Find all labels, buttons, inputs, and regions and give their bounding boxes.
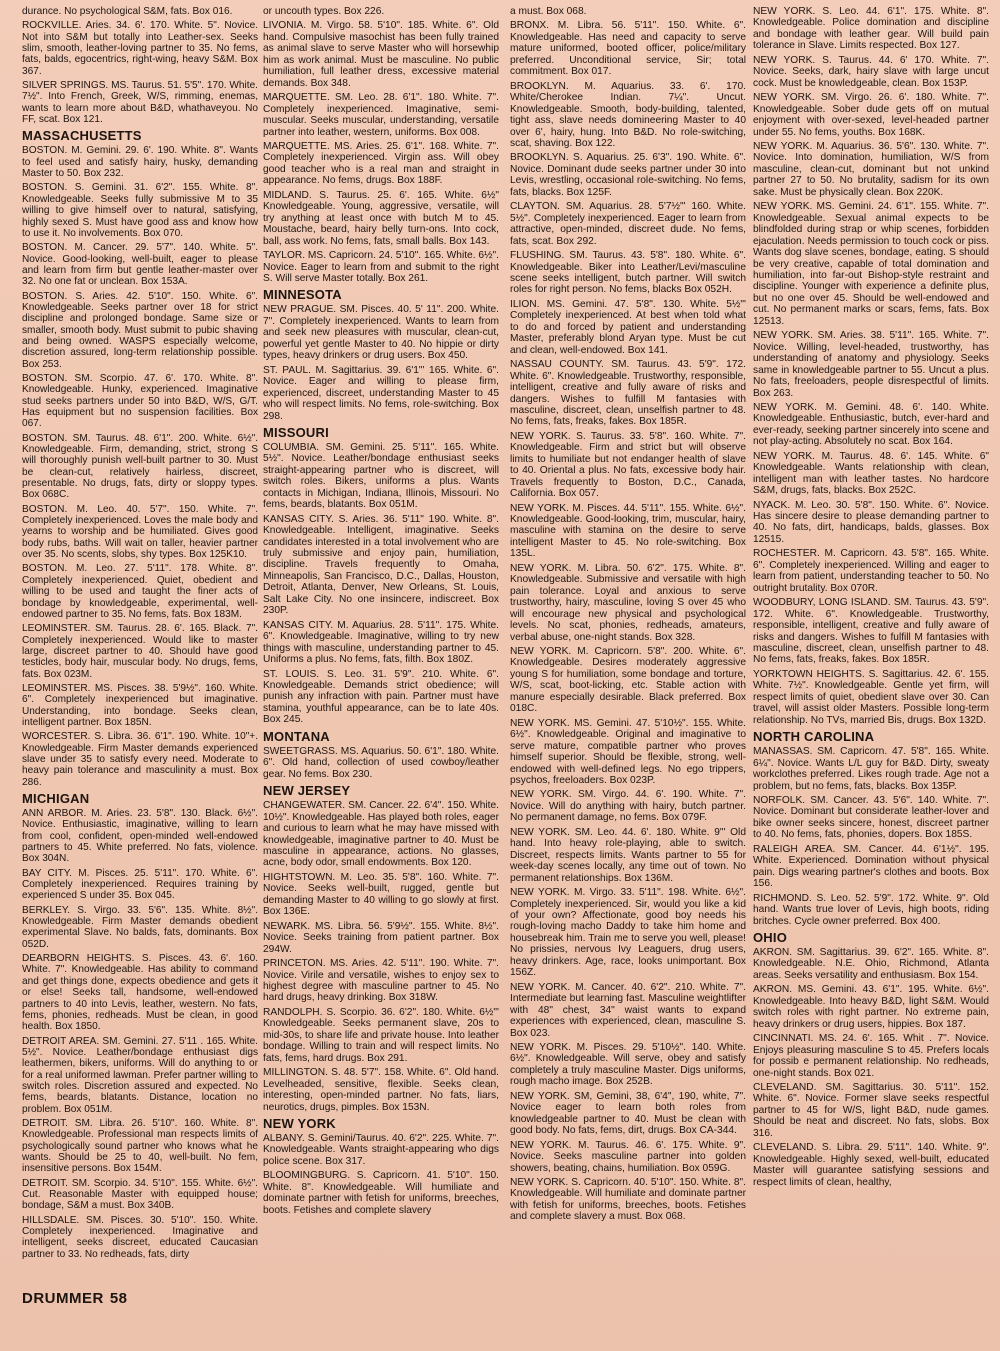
classified-ad: NASSAU COUNTY. SM. Taurus. 43. 5'9". 172. White. 6". Knowledgeable. Trustworthy, responsible, intelligent, creative and fully aware of risks and dangers. Wishes to fulfill M fantasies with masculine, discreet, clean, unselfish partner to 48. No fems, fats, freaks, fakes. Box 185R. <box>510 359 746 428</box>
classified-ad: CLAYTON. SM. Aquarius. 28. 5'7½"' 160. White. 5½". Completely inexperienced. Eager to learn from attractive, open-minded, discreet dude. No fems, fats, scat. Box 292. <box>510 201 746 247</box>
classified-ad: BRONX. M. Libra. 56. 5'11". 150. White. 6". Knowledgeable. Has need and capacity to serve mature uniformed, booted officer, police/military preferred. Unconditional service, Sir; total commitment. Box 017. <box>510 20 746 78</box>
classified-ad: NEW YORK. M. Virgo. 33. 5'11". 198. White. 6½". Completely inexperienced. Sir, would you like a kid of your own? Affectionate, good boy needs his rough-loving macho Daddy to take him home and housebreak him. Train me to serve you well, please! No prissies, nervous Ivy Leaguers, drug users, heavy drinkers. Age, race, looks unimportant. Box 156Z. <box>510 887 746 979</box>
classified-ad: WORCESTER. S. Libra. 36. 6'1". 190. White. 10"+. Knowledgeable. Firm Master demands experienced slave under 35 to satisfy every need. Moderate to heavy pain tolerance and masculinity a must. Box 286. <box>22 731 258 788</box>
classified-ad: NEW YORK. M. Taurus. 48. 6'. 145. White. 6" Knowledgeable. Wants relationship with clean, intelligent man with leather tastes. No hardcore S&M, drugs, fats, blacks. Box 252C. <box>753 450 989 497</box>
classified-ad: BERKLEY. S. Virgo. 33. 5'6". 135. White. 8½". Knowledgeable. Firm Master demands obedient experimental Slave. No balds, fats, dominants. Box 052D. <box>22 904 258 950</box>
classified-ad: NEW YORK. S. Taurus. 44. 6' 170. White. 7". Novice. Seeks, dark, hairy slave with large uncut cock. Must be knowledgeable, clean. Box 153P. <box>753 54 989 89</box>
classified-ad: NEW YORK. S. Taurus. 33. 5'8". 160. White. 7". Knowledgeable. Firm and strict but will observe limits to humiliate but not endanger health of slave to 40. Oriental a plus. No fats, excessive body hair. Travels frequently to Boston, D.C., Canada, California. Box 057. <box>510 430 746 500</box>
classified-ad: NEW YORK. SM. Aries. 38. 5'11". 165. White. 7". Novice. Willing, level-headed, trustworthy, has understanding of anatomy and physiology. Seeks same in knowledgeable partner to 55. Uncut a plus. No fats, freeloaders, people disrespectful of limits. Box 263. <box>753 330 989 399</box>
page-footer <box>22 1290 128 1307</box>
classified-ad: SILVER SPRINGS. MS. Taurus. 51. 5'5". 170. White. 7½". Into French, Greek, W/S, rimming, enemas, wants to learn more about B&D, whathaveyou. No FF, scat. Box 121. <box>22 80 258 126</box>
classified-ad: NEW YORK. SM. Leo. 44. 6'. 180. White. 9"' Old hand. Into heavy role-playing, able to switch. Discreet, respects limits. Wants partner to 55 for week-day scenes locally, any time out of town. No permanent relationships. Box 136M. <box>510 826 746 884</box>
classified-ad: NEW YORK. M. Taurus. 46. 6'. 175. White. 9". Novice. Seeks masculine partner into golden showers, beating, chains, humiliation. Box 059G. <box>510 1139 746 1174</box>
state-heading: NEW YORK <box>263 1115 336 1131</box>
classified-ad: BOSTON. M. Cancer. 29. 5'7". 140. White. 5". Novice. Good-looking, well-built, eager to please and learn from firm but gentle leather-master over 32. No one fat or unclean. Box 153A. <box>22 242 258 288</box>
classified-ad: KANSAS CITY. S. Aries. 36. 5'11" 190. White. 8". Knowledgeable. Intelligent, imaginative. Seeks candidates interested in a total involvement who are truly submissive and enjoy pain, humiliation, discipline. Travels frequently to Omaha, Minneapolis, San Francisco, D.C., Dallas, Houston, Detroit, Atlanta, Denver, New Orleans, St. Louis, Salt Lake City. No one insincere, indiscreet. Box 230P. <box>263 513 499 617</box>
state-heading: MICHIGAN <box>22 791 90 806</box>
classified-ad: NEW YORK. M. Aquarius. 36. 5'6". 130. White. 7". Novice. Into domination, humiliation, W/S from masculine, clean-cut, dominant but not unkind partner 27 to 50. No brutality, sadism for its own sake. Must be physically clean. Box 220K. <box>753 140 989 198</box>
classified-ad: NEW YORK. S. Leo. 44. 6'1". 175. White. 8". Knowledgeable. Police domination and discipline and bondage with leather gear. Will build pain tolerance in Slave. Limits respected. Box 127. <box>753 6 989 52</box>
classified-ad: NORFOLK. SM. Cancer. 43. 5'6". 140. White. 7". Novice. Dominant but considerate leather-lover and bike owner seeks sincere, honest, discreet partner to 40. No fems, fats, phonies, dopers. Box 185S. <box>753 795 989 841</box>
column-1 <box>22 6 258 1284</box>
state-heading: MINNESOTA <box>263 287 342 303</box>
column-3 <box>510 6 746 1314</box>
classified-ad: FLUSHING. SM. Taurus. 43. 5'8". 180. White. 6". Knowledgeable. Biker into Leather/Levi/masculine scene seeks intelligent, butch partner. Will switch roles for right person. No fems, blacks Box 052H. <box>510 250 746 296</box>
classified-ad: AKRON. MS. Gemini. 43. 6'1". 195. White. 6½". Knowledgeable. Into heavy B&D, light S&M. Would switch roles with right partner. No extreme pain, heavy drinkers or drug users, hippies. Box 187. <box>753 984 989 1030</box>
classified-ad: BROOKLYN. M. Aquarius. 33. 6'. 170. White/Cherokee Indian. 7¼". Uncut. Knowledgeable. Smooth, body-building, talented, tight ass, slave needs domineering Master to 40 over 6', hairy, hung. Into B&D. No role-switching, scat, shaving. Box 122. <box>510 80 746 149</box>
classified-ad: RANDOLPH. S. Scorpio. 36. 6'2". 180. White. 6½"' Knowledgeable. Seeks permanent slave, 20s to mid-30s, to share life and private house. Into leather bondage. Willing to train and will respect limits. No fats, fems, hard drugs. Box 291. <box>263 1006 499 1064</box>
column-2 <box>263 6 499 1314</box>
classified-ad: NEW YORK. SM. Virgo. 26. 6'. 180. White. 7". Knowledgeable. Sober dude gets off on mutual enjoyment with over-sexed, level-headed partner under 55. No fems, youths. Box 168K. <box>753 92 989 138</box>
classified-ad: BOSTON. S. Aries. 42. 5'10". 150. White. 6". Knowledgeable. Seeks partner over 18 for strict discipline and prolonged bondage. Same size or smaller, smooth body. Must submit to pubic shaving and being owned. WASPS especially welcome, discretion assured, long-term relationship possible. Box 253. <box>22 290 258 370</box>
classified-ad: NEW YORK. M. Libra. 50. 6'2". 175. White. 8". Knowledgeable. Submissive and versatile with high pain tolerance. Loyal and anxious to serve trustworthy, hairy, masculine, loving S over 45 who will encourage new physical and psychological levels. No scat, phonies, redheads, amateurs, verbal abuse, one-night stands. Box 328. <box>510 562 746 643</box>
classified-ad: PRINCETON. MS. Aries. 42. 5'11". 190. White. 7". Novice. Virile and versatile, wishes to enjoy sex to highest degree with masculine partner to 45. No hard drugs, heavy drinking. Box 318W. <box>263 958 499 1004</box>
classified-ad: BOSTON. S. Gemini. 31. 6'2". 155. White. 8". Knowledgeable. Seeks fully submissive M to 35 willing to give himself over to natural, satisfying, highly sexed S. Must have good ass and know how to use it. No involvements. Box 070. <box>22 182 258 239</box>
classified-ad: MANASSAS. SM. Capricorn. 47. 5'8". 165. White. 6¼". Novice. Wants L/L guy for B&D. Dirty, sweaty workclothes preferred. Likes rough trade. Age not a problem, but no fems, fats, blacks. Box 135P. <box>753 746 989 792</box>
magazine-name: DRUMMER <box>22 1290 104 1307</box>
classified-ad: NEWARK. MS. Libra. 56. 5'9½". 155. White. 8½". Novice. Seeks training from patient partner. Box 294W. <box>263 920 499 955</box>
classified-ad: CINCINNATI. MS. 24. 6'. 165. Whit . 7". Novice. Enjoys pleasuring masculine S to 45. Prefers locals for possib e permanent relationship. No redheads, one-night stands. Box 021. <box>753 1033 989 1079</box>
classified-ad: COLUMBIA. SM. Gemini. 25. 5'11". 165. White. 5½". Novice. Leather/bondage enthusiast seeks straight-appearing partner who is discreet, will switch roles. Bikers, uniforms a plus. Wants contacts in Michigan, Indiana, Illinois, Missouri. No fems, beards, blatants. Box 051M. <box>263 441 499 511</box>
classified-ad: NEW PRAGUE. SM. Pisces. 40. 5' 11". 200. White. 7". Completely inexperienced. Wants to learn from and seek new pleasures with muscular, clean-cut, powerful yet gentle Master to 40. No hippie or dirty types, heavy drinkers or drug users. Box 450. <box>263 304 499 362</box>
classified-ad: WOODBURY, LONG ISLAND. SM. Taurus. 43. 5'9". 172. White. 6". Knowledgeable. Trustworthy, responsible, intelligent, creative and fully aware of risks and dangers. Wishes to fulfill M fantasies with masculine, discreet, clean, unselfish partner to 48. No fems, fats, freaks, fakes. Box 185R. <box>753 597 989 666</box>
state-heading: MONTANA <box>263 728 330 744</box>
classified-ad: BOSTON. M. Leo. 27. 5'11". 178. White. 8". Completely inexperienced. Quiet, obedient and willing to be used and taught the finer acts of bondage by knowledgeable, experimental, well-endowed partner to 35. No fems, fats. Box 183M. <box>22 563 258 620</box>
classified-ad: YORKTOWN HEIGHTS. S. Sagittarius. 42. 6'. 155. White. 7½". Knowledgeable. Gentle yet firm, will respect limits of quiet, obedient slave over 30. Can travel, will assist older Masters. Possible long-term relationship. No TVs, married Bis, drugs. Box 132D. <box>753 668 989 726</box>
classified-ad: NEW YORK. M. Capricorn. 5'8". 200. White. 6". Knowledgeable. Desires moderately aggressive young S for humiliation, some bondage and torture, W/S, scat, boot-licking, etc. Stable action with manure especially desirable. Black preferred. Box 018C. <box>510 646 746 715</box>
classified-ad: BOSTON. M. Gemini. 29. 6'. 190. White. 8". Wants to feel used and satisfy hairy, husky, demanding Master to 50. Box 232. <box>22 145 258 180</box>
classified-ad: or uncouth types. Box 226. <box>263 6 385 17</box>
classified-ad: DEARBORN HEIGHTS. S. Pisces. 43. 6'. 160. White. 7". Knowledgeable. Has ability to command and get things done, expects obedience and gets it or else! Seeks tall, handsome, well-endowed partners to 40 into Levis, leather, western. No fats, fems, phonies, redheads. Must be clean, in good health. Box 1850. <box>22 953 258 1033</box>
classified-ad: NEW YORK. SM. Virgo. 44. 6'. 190. White. 7". Novice. Will do anything with hairy, butch partner. No permanent damage, no fems. Box 079F. <box>510 789 746 824</box>
classified-ad: NEW YORK. M. Pisces. 44. 5'11". 155. White. 6½". Knowledgeable. Good-looking, trim, muscular, hairy, masculine with stamina on the desire to serve intelligent Master to 45. No role-switching. Box 135L. <box>510 502 746 560</box>
classified-ad: ROCKVILLE. Aries. 34. 6'. 170. White. 5". Novice. Not into S&M but totally into Leather-sex. Seeks slim, smooth, leather-loving partner to 35. No fems, fats, balds, egocentrics, right-wing, heavy S&M. Box 367. <box>22 20 258 77</box>
classified-ad: HILLSDALE. SM. Pisces. 30. 5'10". 150. White. Completely inexperienced. Imaginative and intelligent, seeks discreet, educated Caucasian partner to 33. No redheads, fats, dirty <box>22 1214 258 1260</box>
classified-ad: MILLINGTON. S. 48. 5'7". 158. White. 6". Old hand. Levelheaded, sensitive, flexible. Seeks clean, interesting, open-minded partner. No fats, liars, neurotics, drugs, pimples. Box 153N. <box>263 1067 499 1113</box>
classified-ad: DETROIT AREA. SM. Gemini. 27. 5'11 . 165. White. 5½". Novice. Leather/bondage enthusiast digs leathermen, bikers, uniforms. Will do anything to or for a real uniformed lawman. Prefer partner willing to switch roles. Discretion assured and expected. No fems, beards, blatants. Distance, location no problem. Box 051M. <box>22 1035 258 1115</box>
classified-ad: LIVONIA. M. Virgo. 58. 5'10". 185. White. 6". Old hand. Compulsive masochist has been fully trained as animal slave to serve Master who will horsewhip him as work animal. Must be masculine. No public humiliation, full leather dress, excessive material demands. Box 348. <box>263 20 499 89</box>
classified-ad: BROOKLYN. S. Aquarius. 25. 6'3". 190. White. 6". Novice. Dominant dude seeks partner under 30 into Levis, wrestling, occasional role-switching. No fems, fats, blacks. Box 125F. <box>510 152 746 198</box>
classified-ad: ST. LOUIS. S. Leo. 31. 5'9". 210. White. 6". Knowledgeable. Demands strict obedience; will punish any infraction with pain. Partner must have stamina, youthful appearance, can be to late 40s. Box 245. <box>263 668 499 726</box>
classified-ad: DETROIT. SM. Scorpio. 34. 5'10". 155. White. 6½". Cut. Reasonable Master with equipped house; bondage, S&M a must. Box 340B. <box>22 1177 258 1212</box>
classified-ad: BAY CITY. M. Pisces. 25. 5'11". 170. White. 6". Completely inexperienced. Requires training by experienced S under 35. Box 045. <box>22 867 258 902</box>
classified-ad: KANSAS CITY. M. Aquarius. 28. 5'11". 175. White. 6". Knowledgeable. Imaginative, willing to try new things with masculine, understanding partner to 45. Uniforms a plus. No fems, fats, filth. Box 180Z. <box>263 619 499 666</box>
classified-ad: NEW YORK. MS. Gemini. 47. 5'10½". 155. White. 6½". Knowledgeable. Original and imaginative to serve mature, compatible partner who proves himself superior. Should be flexible, strong, well-endowed with well-defined legs. No ego trippers, psychos, freeloaders. Box 023P. <box>510 717 746 786</box>
classified-ad: CLEVELAND. S. Libra. 29. 5'11". 140. White. 9". Knowledgeable. Highly sexed, well-built, educated Master will guarantee satisfying sessions and respect limits of clean, healthy, <box>753 1142 989 1188</box>
classified-ad: TAYLOR. MS. Capricorn. 24. 5'10". 165. White. 6½". Novice. Eager to learn from and submit to the right S. Will serve Master totally. Box 261. <box>263 250 499 284</box>
classified-ad: BOSTON. SM. Scorpio. 47. 6'. 170. White. 8". Knowledgeable. Hunky, experienced. Imaginative stud seeks partners under 50 into B&D, W/S, G/T. Has equipment but no suspension facilities. Box 067. <box>22 372 258 430</box>
classified-ad: NYACK. M. Leo. 30. 5'8". 150. White. 6". Novice. Has sincere desire to please demanding partner to 40. No fats, dirt, handicaps, balds, glasses. Box 12515. <box>753 499 989 545</box>
classified-ad: NEW YORK. M. Pisces. 29. 5'10½". 140. White. 6½". Knowledgeable. Will serve, obey and satisfy completely a truly masculine Master. Digs uniforms, rough macho image. Box 252B. <box>510 1041 746 1088</box>
classified-ad: RICHMOND. S. Leo. 52. 5'9". 172. White. 9". Old hand. Wants true lover of Levis, high boots, riding britches. Cycle owner preferred. Box 400. <box>753 892 989 927</box>
classified-ad: BOSTON. SM. Taurus. 48. 6'1". 200. White. 6½". Knowledgeable. Firm, demanding, strict, strong S will thoroughly punish well-built partner to 30. Must be clean-cut, relatively hairless, discreet, presentable. No drugs, fats, dirty or sloppy types. Box 068C. <box>22 432 258 501</box>
classified-ad: LEOMINSTER. SM. Taurus. 28. 6'. 165. Black. 7". Completely inexperienced. Would like to master large, discreet partner to 40. Should have good testicles, body hair, muscular body. No drugs, fems, fats. Box 023M. <box>22 623 258 680</box>
classified-ad: CHANGEWATER. SM. Cancer. 22. 6'4". 150. White. 10½". Knowledgeable. Has played both roles, eager and curious to learn what he may have missed with knowledgeable, imaginative partner to 40. Must be masculine in appearance, actions. No glasses, acne, body odor, small endowments. Box 120. <box>263 800 499 869</box>
classified-ad: RALEIGH AREA. SM. Cancer. 44. 6'1½". 195. White. Experienced. Domination without physical pain. Digs wearing partner's clothes and boots. Box 156. <box>753 843 989 890</box>
classified-ad: HIGHTSTOWN. M. Leo. 35. 5'8". 160. White. 7". Novice. Seeks well-built, rugged, gentle but demanding Master to 40 willing to go slowly at first. Box 136E. <box>263 871 499 918</box>
state-heading: MISSOURI <box>263 424 329 440</box>
classified-ad: ANN ARBOR. M. Aries. 23. 5'8". 130. Black. 6½". Novice. Enthusiastic, imaginative, willing to learn from cool, confident, open-minded well-endowed partners to 45. White preferred. No fats, violence. Box 304N. <box>22 808 258 865</box>
state-heading: NEW JERSEY <box>263 783 351 799</box>
classified-ad: ALBANY. S. Gemini/Taurus. 40. 6'2". 225. White. 7". Knowledgeable. Wants straight-appearing who digs police scene. Box 317. <box>263 1132 499 1167</box>
classified-ad: NEW YORK. M. Gemini. 48. 6'. 140. White. Knowledgeable. Enthusiastic, butch, ever-hard and ever-ready, seeking partner sincerely into scene and not play-acting. Absolutely no scat. Box 164. <box>753 401 989 448</box>
classified-ad: NEW YORK. MS. Gemini. 24. 6'1". 155. White. 7". Knowledgeable. Sexual animal expects to be blindfolded during strap or whip scenes, forbidden ejaculation. Needs permission to touch cock or piss. Wants dog slave scenes, bondage, eating. S should be very creative, capable of total domination and humiliation, into far-out Bishop-style restraint and discipline. Younger with experience a definite plus, but no one over 45. Should be well-endowed and cut. No permanent marks or scars, fems, fats. Box 12513. <box>753 201 989 327</box>
classified-ad: SWEETGRASS. MS. Aquarius. 50. 6'1". 180. White. 6". Old hand, collection of used cowboy/leather gear. No fems. Box 230. <box>263 745 499 780</box>
page-number: 58 <box>109 1290 128 1307</box>
classified-ad: ILION. MS. Gemini. 47. 5'8". 130. White. 5½"' Completely inexperienced. At best when told what to do and forced by patient and understanding Master, preferably blond Aryan type. Must be cut and clean, well-endowed. Box 141. <box>510 298 746 356</box>
classified-ad: NEW YORK. M. Cancer. 40. 6'2". 210. White. 7". Intermediate but learning fast. Masculine weightlifter with 48" chest, 34" waist wants to expand experiences with experienced, clean, masculine S. Box 023. <box>510 981 746 1039</box>
classified-ad: LEOMINSTER. MS. Pisces. 38. 5'9½". 160. White. 6". Completely inexperienced but imaginative. Understanding, into bondage. Seeks clean, intelligent partner. Box 185N. <box>22 682 258 728</box>
classified-ad: NEW YORK. S. Capricorn. 40. 5'10". 150. White. 8". Knowledgeable. Will humiliate and dominate partner with fetish for uniforms, breeches, boots. Fetishes and complete slavery a must. Box 068. <box>510 1176 746 1223</box>
classified-ad: ROCHESTER. M. Capricorn. 43. 5'8". 165. White. 6". Completely inexperienced. Willing and eager to learn from patient, understanding teacher to 50. No outright brutality. Box 070R. <box>753 548 989 594</box>
classified-ad: NEW YORK. SM, Gemini, 38, 6'4", 190, white, 7". Novice eager to learn both roles from knowledgeable partner to 40. Must be clean with good body. No fats, fems, dirt, drugs. Box CA-344. <box>510 1090 746 1137</box>
classified-ad: BOSTON. M. Leo. 40. 5'7". 150. White. 7". Completely inexperienced. Loves the male body and yearns to worship and be humiliated. Gives good body rubs, baths. Will wait on taller, heavier partner over 35. No scents, slobs, shy types. Box 125K10. <box>22 503 258 561</box>
state-heading: OHIO <box>753 929 788 945</box>
classified-ad: AKRON. SM. Sagittarius. 39. 6'2". 165. White. 8". Knowledgeable. N.E. Ohio, Richmond, Atlanta areas. Seeks versatility and enthusiasm. Box 154. <box>753 946 989 981</box>
classified-ad: ST. PAUL. M. Sagittarius. 39. 6'1"' 165. White. 6". Novice. Eager and willing to please firm, experienced, discreet, understanding Master to 45 who will respect limits. No fems, role-switching. Box 298. <box>263 364 499 422</box>
classified-ad: MARQUETTE. SM. Leo. 28. 6'1". 180. White. 7". Completely inexperienced. Imaginative, semi-muscular. Seeks muscular, understanding, versatile partner into leather, western, uniforms. Box 008. <box>263 92 499 138</box>
state-heading: NORTH CAROLINA <box>753 729 875 745</box>
classified-ad: CLEVELAND. SM. Sagittarius. 30. 5'11". 152. White. 6". Novice. Former slave seeks respectful partner to 45 for W/S, light B&D, nude games. Should be neat and discreet. No fats, slobs. Box 316. <box>753 1081 989 1139</box>
classified-ad: BLOOMINGBURG. S. Capricorn. 41. 5'10". 150. White. 8". Knowledgeable. Will humiliate and dominate partner with fetish for uniforms, breeches, boots. Fetishes and complete slavery <box>263 1170 499 1216</box>
classified-ad: MIDLAND. S. Taurus. 25. 6'. 165. White. 6½" Knowledgeable. Young, aggressive, versatile, will try anything at least once with butch M to 45. Moustache, beard, hairy belly turn-ons. Into cock, ball, ass work. No fems, fats, small balls. Box 143. <box>263 189 499 247</box>
state-heading: MASSACHUSETTS <box>22 128 142 144</box>
classified-ad: a must. Box 068. <box>510 6 587 17</box>
classified-ad: MARQUETTE. MS. Aries. 25. 6'1". 168. White. 7". Completely inexperienced. Virgin ass. Will obey good teacher who is a real man and straight in appearance. No fems, drugs. Box 188F. <box>263 140 499 187</box>
classified-ad: durance. No psychological S&M, fats. Box 016. <box>22 6 233 17</box>
column-4 <box>753 6 989 1314</box>
classified-ad: DETROIT. SM. Libra. 26. 5'10". 160. White. 8". Knowledgeable. Professional man respects limits of psychologically sound partner who knows what he wants. Should be 25 to 40, well-built. No fem, insensitive persons. Box 154M. <box>22 1117 258 1175</box>
